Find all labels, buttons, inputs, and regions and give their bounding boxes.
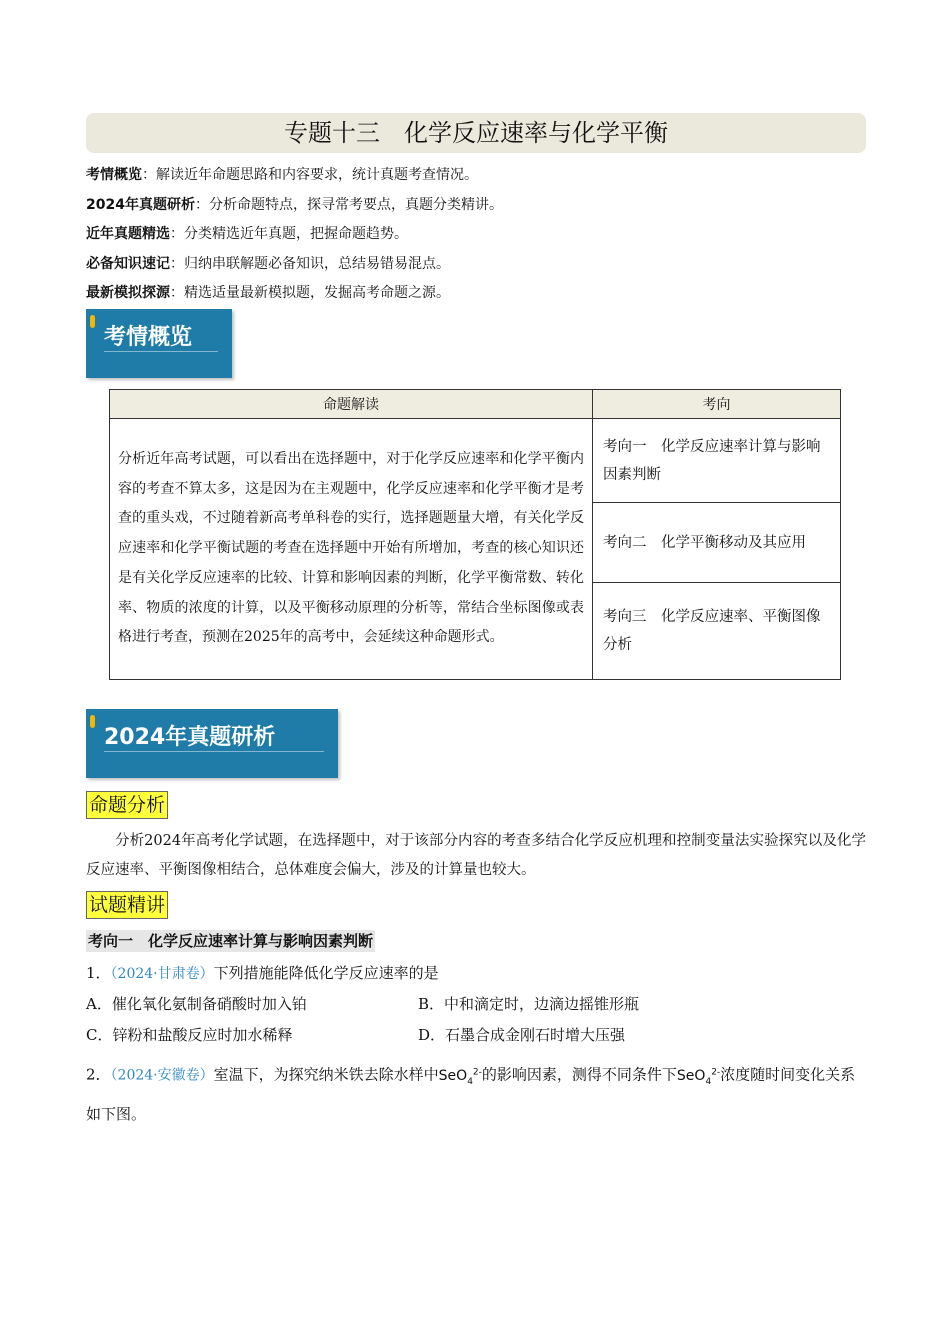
analysis-cell: 分析近年高考试题，可以看出在选择题中，对于化学反应速率和化学平衡内容的考查不算太多，这是因为在主观题中，化学反应速率和化学平衡才是考查的重头戏，不过随着新高考单科卷的实行，选择题题量大增，有关化学反应速率和化学平衡试题的考查在选择题中开始有所增加，考查的核心知识还是有关化学反应速率的比较、计算和影响因素的判断，化学平衡常数、转化率、物质的浓度的计算，以及平衡移动原理的分析等，常结合坐标图像或表格进行考查，预测在2025年的高考中，会延续这种命题形式。	[110, 419, 593, 680]
intro-list	[86, 164, 866, 312]
intro-text: ：解读近年命题思路和内容要求，统计真题考查情况。	[142, 167, 478, 183]
badge-label: 考情概览	[104, 325, 218, 352]
analysis-paragraph: 分析2024年高考化学试题，在选择题中，对于该部分内容的考查多结合化学反应机理和控制变量法实验探究以及化学反应速率、平衡图像相结合，总体难度会偏大，涉及的计算量也较大。	[86, 833, 866, 878]
overview-table	[109, 389, 841, 680]
intro-key: 考情概览	[86, 167, 142, 183]
intro-key: 2024年真题研析	[86, 196, 195, 213]
ion-sup: 2-	[711, 1067, 721, 1077]
question-number: 2．	[86, 1065, 111, 1084]
tag-shiti-jingjiang: 试题精讲	[86, 891, 168, 919]
badge-label: 2024年真题研析	[104, 725, 324, 752]
option-a: A．催化氧化氨制备硝酸时加入铂	[86, 995, 307, 1013]
ion-base: SeO	[438, 1067, 468, 1084]
ion-sup: 2-	[472, 1067, 482, 1077]
ion-sub: 4	[705, 1076, 712, 1087]
question-number: 1．	[86, 964, 111, 982]
intro-item	[86, 223, 866, 253]
intro-item	[86, 164, 866, 194]
question-2-stem	[86, 1056, 866, 1131]
page-title: 专题十三 化学反应速率与化学平衡	[86, 113, 866, 153]
intro-item	[86, 253, 866, 283]
intro-text: ：归纳串联解题必备知识，总结易错易混点。	[170, 255, 450, 272]
table-header-row	[110, 390, 841, 419]
ion-base: SeO	[676, 1067, 706, 1084]
intro-text: ：分析命题特点，探寻常考要点，真题分类精讲。	[194, 196, 503, 213]
badge-marker-icon	[90, 315, 95, 328]
table-header-analysis: 命题解读	[110, 390, 593, 419]
section-badge-overview	[86, 309, 232, 378]
table-row	[110, 419, 841, 503]
section-heading: 考向一 化学反应速率计算与影响因素判断	[88, 932, 374, 950]
question-source: （2024·甘肃卷）	[110, 966, 214, 982]
badge-marker-icon	[90, 715, 95, 728]
chem-formula	[438, 1067, 482, 1087]
option-c: C．锌粉和盐酸反应时加水稀释	[86, 1026, 293, 1044]
question-text: 浓度随时间变化关系如下图。	[86, 1065, 856, 1124]
chem-formula	[676, 1067, 721, 1087]
option-d: D．石墨合成金刚石时增大压强	[418, 1026, 626, 1044]
intro-item	[86, 194, 866, 224]
question-text: 下列措施能降低化学反应速率的是	[213, 964, 439, 982]
ion-sub: 4	[467, 1076, 473, 1087]
intro-text: ：分类精选近年真题，把握命题趋势。	[170, 226, 408, 242]
direction-cell-2: 考向二 化学平衡移动及其应用	[593, 503, 841, 583]
direction-cell-1: 考向一 化学反应速率计算与影响因素判断	[593, 419, 841, 503]
option-b: B．中和滴定时，边滴边摇锥形瓶	[418, 995, 640, 1013]
table-header-direction: 考向	[593, 390, 841, 419]
question-text: 的影响因素，测得不同条件下	[481, 1065, 677, 1084]
question-1-stem	[86, 962, 439, 985]
intro-item	[86, 282, 866, 312]
question-source: （2024·安徽卷）	[110, 1067, 214, 1084]
intro-key: 近年真题精选	[86, 226, 170, 242]
tag-mingti-analysis: 命题分析	[86, 791, 168, 819]
question-text: 室温下，为探究纳米铁去除水样中	[213, 1065, 439, 1084]
section-badge-2024-analysis	[86, 709, 338, 778]
intro-key: 最新模拟探源	[86, 285, 170, 301]
direction-cell-3: 考向三 化学反应速率、平衡图像分析	[593, 583, 841, 680]
intro-key: 必备知识速记	[86, 255, 170, 272]
intro-text: ：精选适量最新模拟题，发掘高考命题之源。	[170, 285, 450, 301]
